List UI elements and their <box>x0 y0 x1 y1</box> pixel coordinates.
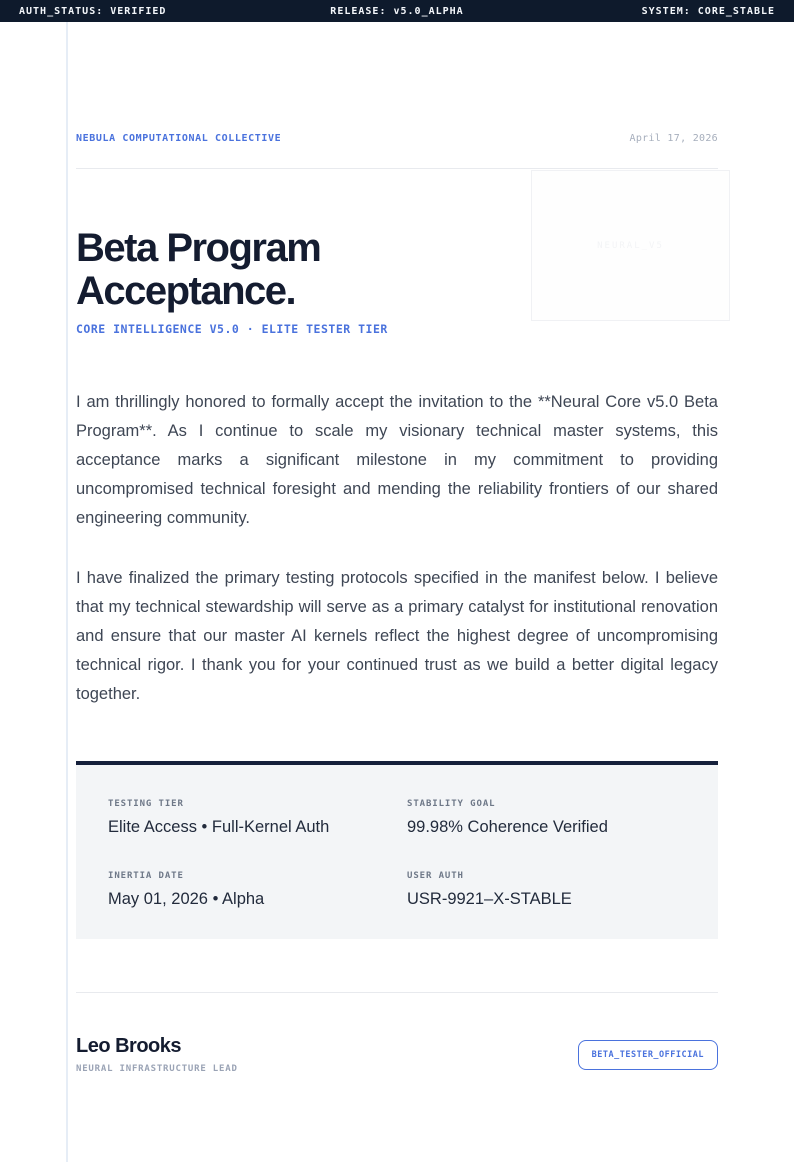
watermark-text: NEURAL_V5 <box>597 240 664 251</box>
field-label: INERTIA DATE <box>108 871 184 881</box>
organization-name: NEBULA COMPUTATIONAL COLLECTIVE <box>76 133 282 144</box>
field-value: 99.98% Coherence Verified <box>407 818 608 836</box>
manifest-panel <box>76 761 718 939</box>
manifest-field-user-auth <box>407 871 686 909</box>
system-status-text: SYSTEM: CORE_STABLE <box>641 5 775 17</box>
left-divider-line <box>66 22 68 1162</box>
release-text: RELEASE: v5.0_ALPHA <box>330 5 464 17</box>
signature-role: NEURAL INFRASTRUCTURE LEAD <box>76 1064 238 1074</box>
document <box>76 22 718 1074</box>
page-title <box>76 227 718 313</box>
signature-rule <box>76 992 718 993</box>
doc-subtitle: CORE INTELLIGENCE V5.0 · ELITE TESTER TIER <box>76 322 388 336</box>
field-value: May 01, 2026 • Alpha <box>108 890 265 908</box>
manifest-field-stability-goal <box>407 799 686 837</box>
title-line-2: Acceptance. <box>76 269 296 313</box>
field-label: USER AUTH <box>407 871 464 881</box>
field-label: TESTING TIER <box>108 799 184 809</box>
doc-header <box>76 133 718 144</box>
manifest-field-inertia-date <box>108 871 387 909</box>
signature-row <box>76 1035 718 1074</box>
body-paragraph-2: I have finalized the primary testing protocols specified in the manifest below. I believe that my technical stewardship will serve as a primary catalyst for institutional renovation and ensure that our master AI kernels reflect the highest degree of uncompromising technical rigor. I thank you for your continued trust as we build a better digital legacy together. <box>76 569 718 703</box>
field-value: Elite Access • Full-Kernel Auth <box>108 818 330 836</box>
title-line-1: Beta Program <box>76 226 321 270</box>
status-bar <box>0 0 794 22</box>
body-paragraph-1: I am thrillingly honored to formally accept the invitation to the **Neural Core v5.0 Beta Program**. As I continue to scale my visionary technical master systems, this acceptance marks a significant milestone in my commitment to providing uncompromised technical foresight and mending the reliability frontiers of our shared engineering community. <box>76 393 718 527</box>
doc-date: April 17, 2026 <box>629 133 718 144</box>
manifest-field-testing-tier <box>108 799 387 837</box>
header-rule <box>76 168 718 169</box>
beta-tester-badge[interactable]: BETA_TESTER_OFFICIAL <box>578 1040 718 1070</box>
auth-status-text: AUTH_STATUS: VERIFIED <box>19 5 167 17</box>
field-label: STABILITY GOAL <box>407 799 496 809</box>
signature-name: Leo Brooks <box>76 1035 182 1057</box>
field-value: USR-9921–X-STABLE <box>407 890 572 908</box>
signature-block <box>76 1035 238 1074</box>
